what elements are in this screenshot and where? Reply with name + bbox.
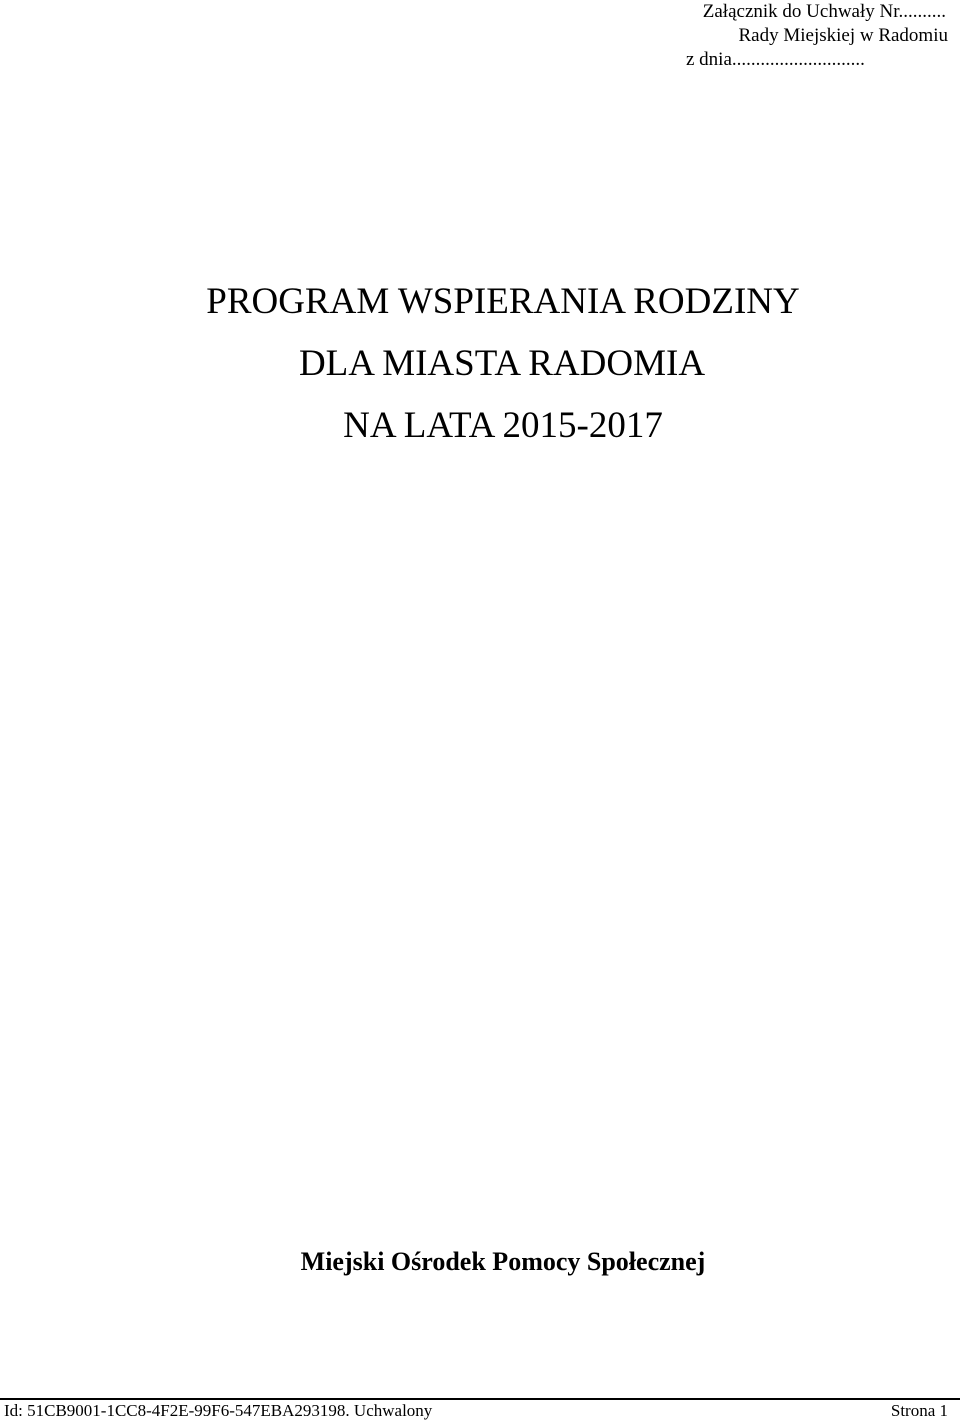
document-title-line-1: PROGRAM WSPIERANIA RODZINY	[206, 281, 800, 322]
document-title-line-2: DLA MIASTA RADOMIA	[298, 343, 706, 384]
attachment-header-line-3: z dnia............................	[686, 49, 865, 70]
attachment-header-line-2: Rady Miejskiej w Radomiu	[738, 25, 948, 46]
document-title-line-3: NA LATA 2015-2017	[343, 405, 663, 446]
institution-name: Miejski Ośrodek Pomocy Społecznej	[300, 1247, 706, 1276]
footer-document-id: Id: 51CB9001-1CC8-4F2E-99F6-547EBA293198. Uchwalony	[4, 1401, 433, 1420]
attachment-header-line-1: Załącznik do Uchwały Nr..........	[702, 1, 946, 22]
footer-divider	[0, 1398, 960, 1400]
document-title	[0, 280, 960, 466]
attachment-header	[588, 0, 948, 72]
footer-page-number: Strona 1	[890, 1401, 948, 1420]
page-footer	[0, 1401, 960, 1421]
